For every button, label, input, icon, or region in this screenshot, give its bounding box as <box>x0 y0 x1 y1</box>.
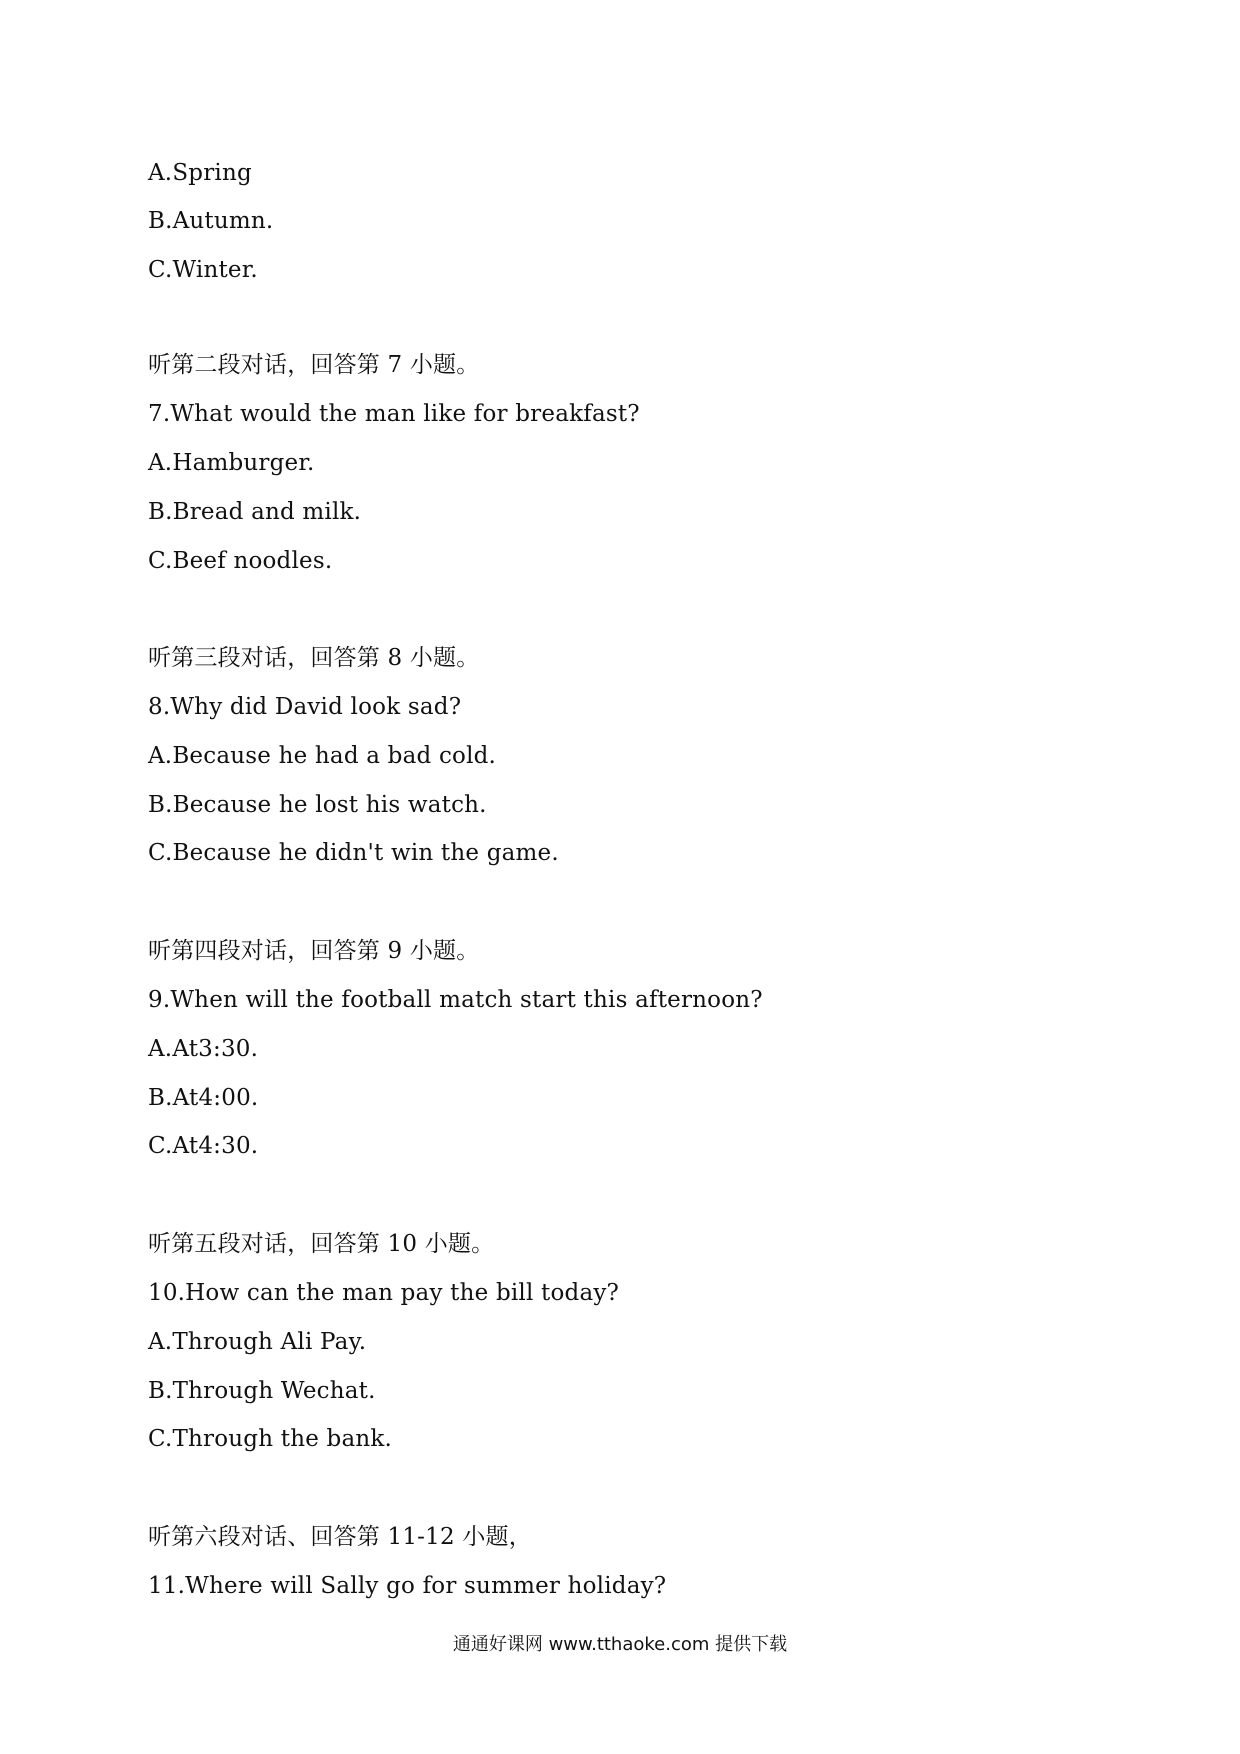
option-6a: A.Spring <box>148 160 252 186</box>
option-9a: A.At3:30. <box>148 1036 259 1062</box>
option-7c: C.Beef noodles. <box>148 548 333 574</box>
question-7: 7.What would the man like for breakfast? <box>148 401 640 427</box>
option-8b: B.Because he lost his watch. <box>148 792 487 818</box>
option-6b: B.Autumn. <box>148 208 274 234</box>
section-instruction-2: 听第二段对话，回答第 7 小题。 <box>148 352 480 378</box>
question-9: 9.When will the football match start this afternoon? <box>148 987 763 1013</box>
option-7a: A.Hamburger. <box>148 450 315 476</box>
section-instruction-3: 听第三段对话，回答第 8 小题。 <box>148 645 480 671</box>
option-10a: A.Through Ali Pay. <box>148 1329 367 1355</box>
option-7b: B.Bread and milk. <box>148 499 362 525</box>
option-8a: A.Because he had a bad cold. <box>148 743 497 769</box>
option-10b: B.Through Wechat. <box>148 1378 376 1404</box>
question-11: 11.Where will Sally go for summer holiday? <box>148 1573 667 1599</box>
option-8c: C.Because he didn't win the game. <box>148 840 559 866</box>
page-footer: 通通好课网 www.tthaoke.com 提供下载 <box>452 1634 788 1655</box>
option-6c: C.Winter. <box>148 257 258 283</box>
section-instruction-5: 听第五段对话，回答第 10 小题。 <box>148 1231 495 1257</box>
section-instruction-6: 听第六段对话、回答第 11-12 小题， <box>148 1524 532 1550</box>
question-10: 10.How can the man pay the bill today? <box>148 1280 620 1306</box>
option-10c: C.Through the bank. <box>148 1426 393 1452</box>
option-9c: C.At4:30. <box>148 1133 259 1159</box>
option-9b: B.At4:00. <box>148 1085 259 1111</box>
question-8: 8.Why did David look sad? <box>148 694 462 720</box>
section-instruction-4: 听第四段对话，回答第 9 小题。 <box>148 938 480 964</box>
